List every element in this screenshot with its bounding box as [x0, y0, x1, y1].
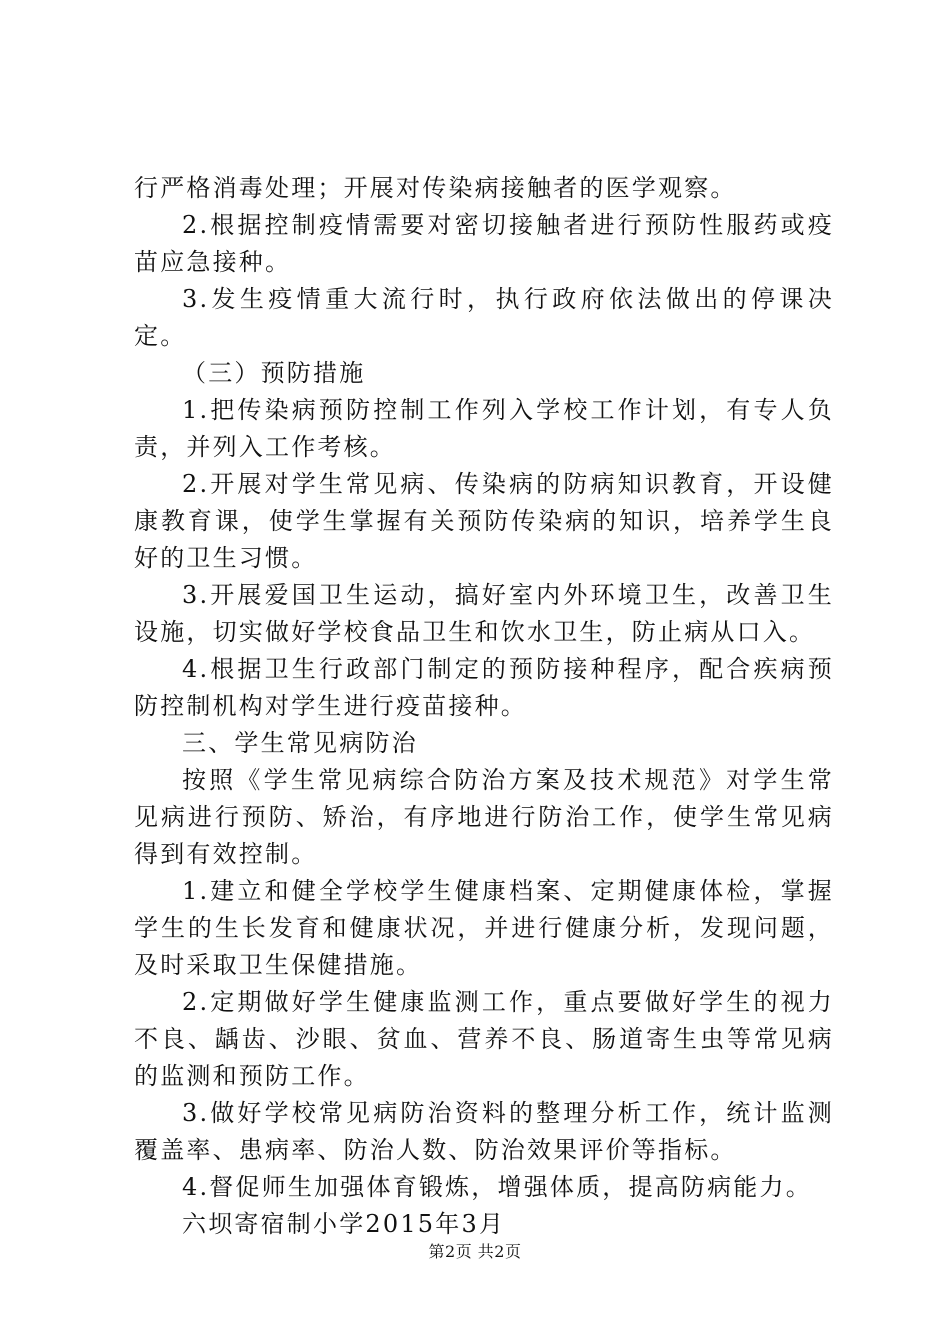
- section-heading-prevention: （三）预防措施: [182, 359, 366, 387]
- paragraph-work-plan: 1.把传染病预防控制工作列入学校工作计划，有专人负责，并列入工作考核。: [134, 396, 834, 461]
- paragraph-physical-exercise: 4.督促师生加强体育锻炼，增强体质，提高防病能力。: [182, 1173, 812, 1201]
- paragraph-disinfection: 行严格消毒处理；开展对传染病接触者的医学观察。: [134, 174, 737, 202]
- paragraph-prevention-plan: 按照《学生常见病综合防治方案及技术规范》对学生常见病进行预防、矫治，有序地进行防治工作，使学生常见病得到有效控制。: [134, 766, 834, 868]
- section-heading-common-diseases: 三、学生常见病防治: [182, 729, 418, 757]
- paragraph-health-education: 2.开展对学生常见病、传染病的防病知识教育，开设健康教育课，使学生掌握有关预防传染病的知识，培养学生良好的卫生习惯。: [134, 470, 834, 572]
- paragraph-health-monitoring: 2.定期做好学生健康监测工作，重点要做好学生的视力不良、龋齿、沙眼、贫血、营养不良、肠道寄生虫等常见病的监测和预防工作。: [134, 988, 834, 1090]
- document-body: [134, 170, 834, 1243]
- signature-line: 六坝寄宿制小学2015年3月: [182, 1210, 506, 1238]
- paragraph-emergency-vaccination: 2.根据控制疫情需要对密切接触者进行预防性服药或疫苗应急接种。: [134, 211, 834, 276]
- paragraph-health-records: 1.建立和健全学校学生健康档案、定期健康体检，掌握学生的生长发育和健康状况，并进行健康分析，发现问题，及时采取卫生保健措施。: [134, 877, 834, 979]
- paragraph-vaccination: 4.根据卫生行政部门制定的预防接种程序，配合疾病预防控制机构对学生进行疫苗接种。: [134, 655, 834, 720]
- paragraph-sanitation-campaign: 3.开展爱国卫生运动，搞好室内外环境卫生，改善卫生设施，切实做好学校食品卫生和饮水卫生，防止病从口入。: [134, 581, 834, 646]
- paragraph-class-suspension: 3.发生疫情重大流行时，执行政府依法做出的停课决定。: [134, 285, 834, 350]
- paragraph-data-analysis: 3.做好学校常见病防治资料的整理分析工作，统计监测覆盖率、患病率、防治人数、防治效果评价等指标。: [134, 1099, 834, 1164]
- page-footer: 第2页 共2页: [428, 1242, 522, 1261]
